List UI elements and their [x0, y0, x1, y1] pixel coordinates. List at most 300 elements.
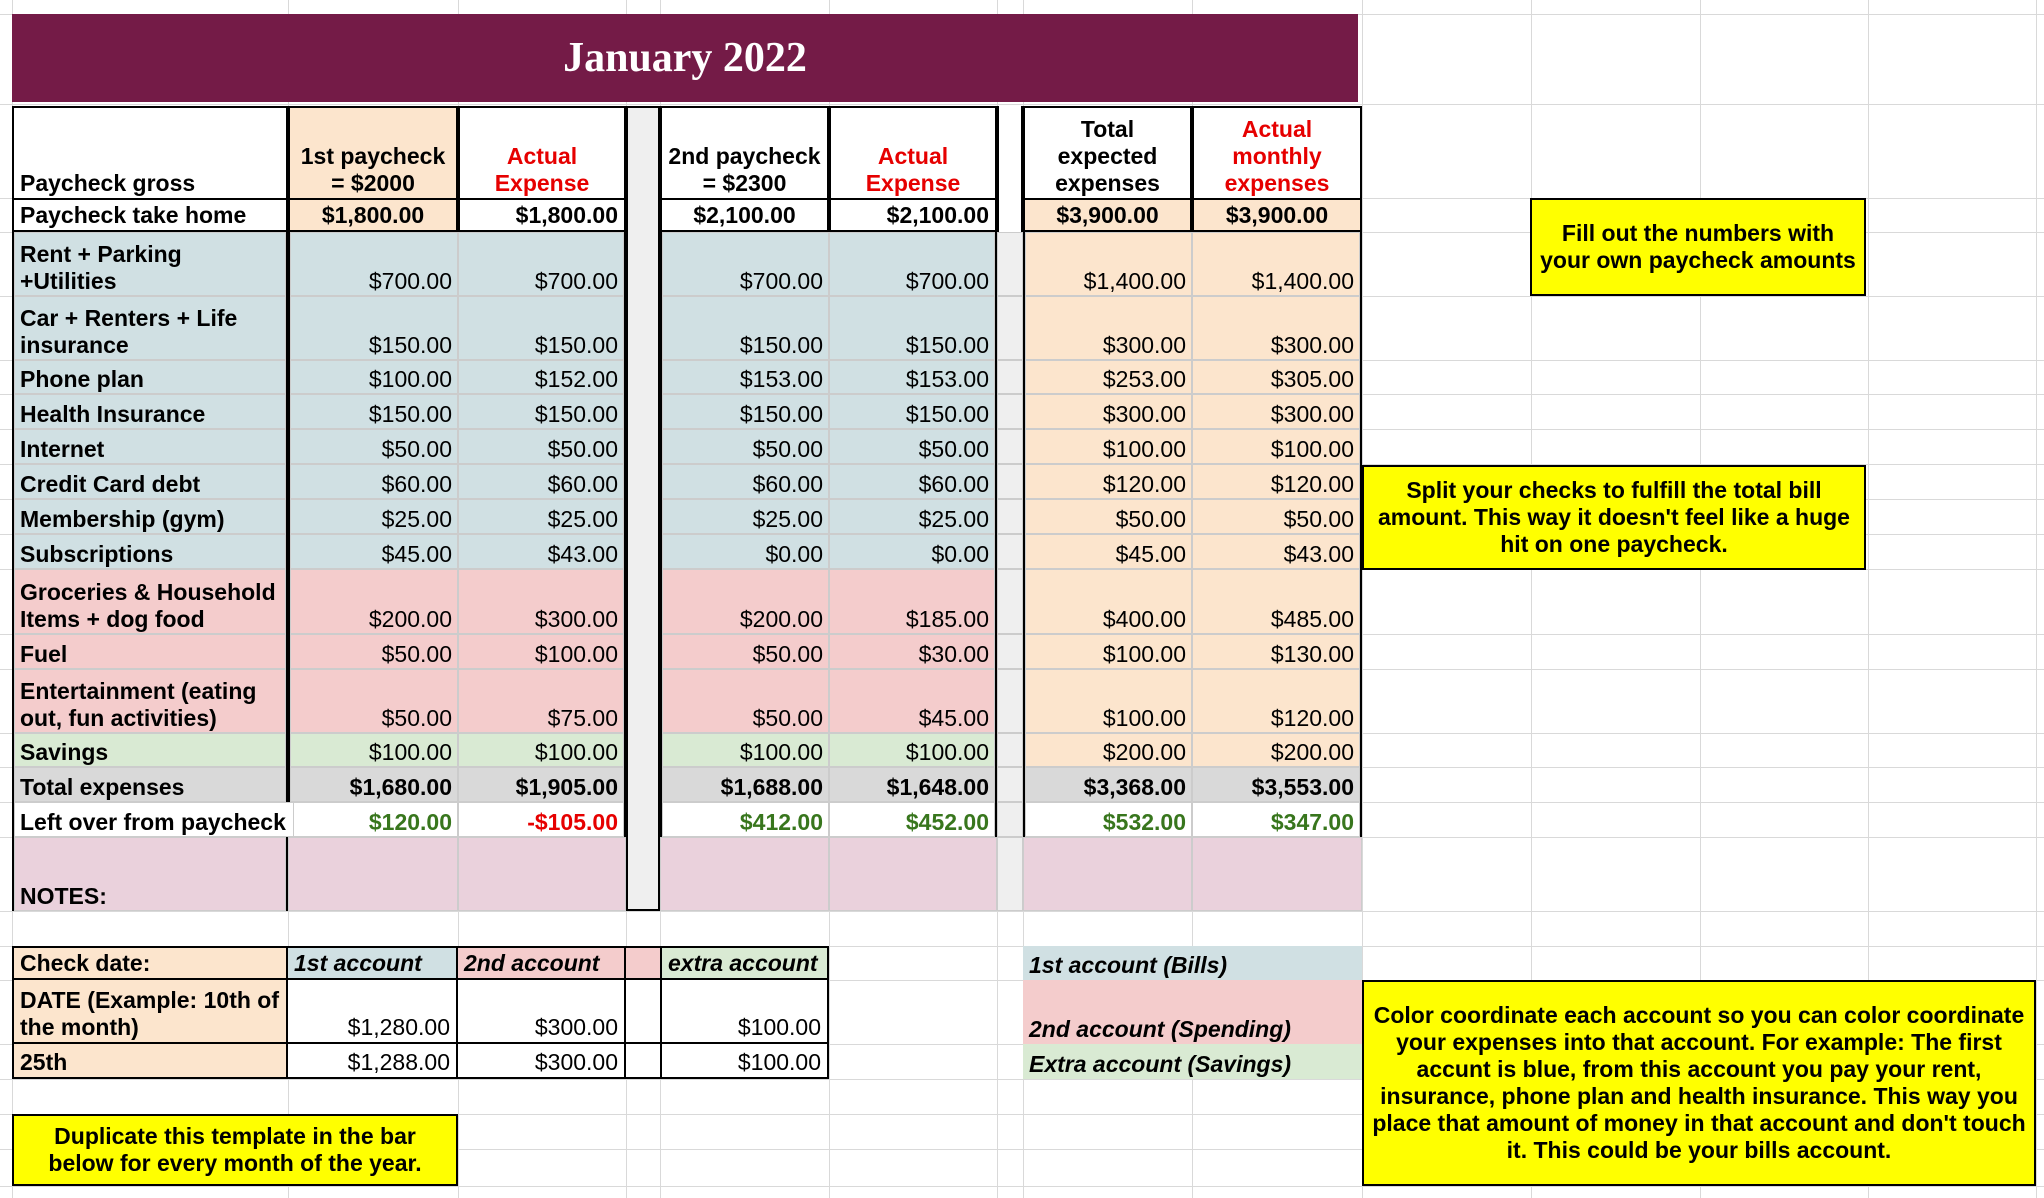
expense-value[interactable] — [288, 394, 458, 429]
left-over-value-text: $412.00 — [739, 809, 823, 835]
expense-label[interactable] — [12, 634, 288, 669]
note-color-coordinate: Color coordinate each account so you can color coordinate your expenses into that account. For example: The first accunt is blue, from this account you pay your rent, insurance, phone plan and health insurance. This way you place that amount of money in that account and don't touch it. This could be your bills account. — [1362, 980, 2036, 1186]
left-over-value-text: $532.00 — [1102, 809, 1186, 835]
header-2nd-paycheck[interactable] — [660, 106, 829, 198]
header-2nd-paycheck-text: 2nd paycheck = $2300 — [668, 143, 821, 196]
expense-label[interactable] — [12, 669, 288, 733]
expense-value-text: $200.00 — [1102, 739, 1186, 765]
expense-value[interactable] — [1023, 394, 1192, 429]
expense-label-text: Entertainment (eating out, fun activities) — [20, 678, 257, 731]
total-expense-value-text: $3,553.00 — [1251, 774, 1354, 800]
expense-value[interactable] — [1023, 429, 1192, 464]
expense-value-text: $200.00 — [368, 606, 452, 632]
expense-value[interactable] — [1192, 669, 1362, 733]
spacer-cell[interactable] — [626, 802, 660, 837]
expense-value-text: $150.00 — [905, 332, 989, 358]
expense-value-text: $100.00 — [1102, 705, 1186, 731]
expense-value[interactable] — [288, 464, 458, 499]
notes-label[interactable] — [12, 837, 288, 911]
spacer-cell[interactable] — [997, 360, 1023, 394]
total-expense-value[interactable] — [829, 767, 997, 802]
take-home-value-text: $1,800.00 — [515, 202, 618, 228]
expense-label-text: Subscriptions — [20, 541, 174, 567]
header-actual-monthly[interactable] — [1192, 106, 1362, 198]
expense-value-text: $150.00 — [368, 332, 452, 358]
spacer-cell[interactable] — [626, 669, 660, 733]
expense-value[interactable] — [829, 394, 997, 429]
expense-value-text: $100.00 — [1270, 436, 1354, 462]
expense-value[interactable] — [288, 429, 458, 464]
spacer-cell[interactable] — [997, 429, 1023, 464]
expense-value[interactable] — [660, 360, 829, 394]
check-date-row-label-text: 25th — [20, 1049, 68, 1075]
expense-value[interactable] — [1192, 634, 1362, 669]
expense-value-text: $253.00 — [1102, 366, 1186, 392]
total-expense-value[interactable] — [288, 767, 458, 802]
take-home-value-text: $2,100.00 — [886, 202, 989, 228]
header-1st-paycheck[interactable] — [288, 106, 458, 198]
expense-label[interactable] — [12, 232, 288, 296]
expense-value-text: $25.00 — [381, 506, 452, 532]
spacer-cell[interactable] — [997, 767, 1023, 802]
expense-value-text: $50.00 — [1283, 506, 1354, 532]
expense-value[interactable] — [829, 534, 997, 569]
spacer-cell[interactable] — [626, 429, 660, 464]
expense-value-text: $150.00 — [739, 401, 823, 427]
expense-value[interactable] — [458, 534, 626, 569]
expense-value[interactable] — [829, 733, 997, 767]
expense-label[interactable] — [12, 569, 288, 634]
expense-value[interactable] — [458, 634, 626, 669]
notes-cell[interactable] — [1192, 837, 1362, 911]
expense-value[interactable] — [1192, 569, 1362, 634]
expense-value[interactable] — [1023, 232, 1192, 296]
expense-value-text: $200.00 — [739, 606, 823, 632]
expense-value[interactable] — [1192, 534, 1362, 569]
left-over-value[interactable] — [660, 802, 829, 837]
legend-bills[interactable] — [1023, 946, 1362, 980]
expense-value[interactable] — [1192, 733, 1362, 767]
expense-value[interactable] — [458, 394, 626, 429]
expense-value-text: $60.00 — [752, 471, 823, 497]
note-split-checks: Split your checks to fulfill the total bill amount. This way it doesn't feel like a huge hit on one paycheck. — [1362, 465, 1866, 570]
spacer-cell[interactable] — [626, 733, 660, 767]
total-expense-value[interactable] — [1023, 767, 1192, 802]
expense-value-text: $700.00 — [739, 268, 823, 294]
account-2-amount[interactable] — [458, 1044, 626, 1079]
expense-value-text: $152.00 — [534, 366, 618, 392]
spacer-cell[interactable] — [626, 360, 660, 394]
expense-label-text: Car + Renters + Life insurance — [20, 305, 238, 358]
expense-value[interactable] — [458, 669, 626, 733]
note-fill-out: Fill out the numbers with your own paycheck amounts — [1530, 198, 1866, 296]
account-1-amount[interactable] — [288, 980, 458, 1044]
expense-value[interactable] — [829, 499, 997, 534]
take-home-value-text: $1,800.00 — [321, 202, 425, 228]
expense-value-text: $305.00 — [1270, 366, 1354, 392]
expense-value-text: $0.00 — [765, 541, 823, 567]
check-date-row-label-text: DATE (Example: 10th of the month) — [20, 987, 279, 1040]
take-home-value[interactable] — [1023, 198, 1192, 232]
expense-value-text: $50.00 — [381, 705, 452, 731]
extra-account-amount[interactable] — [660, 980, 829, 1044]
legend-savings[interactable] — [1023, 1044, 1362, 1079]
check-date-label-text: Check date: — [20, 950, 151, 976]
expense-value-text: $43.00 — [1283, 541, 1354, 567]
header-1st-paycheck-text: 1st paycheck = $2000 — [300, 143, 446, 196]
spacer-cell[interactable] — [626, 980, 660, 1044]
expense-value-text: $300.00 — [534, 606, 618, 632]
expense-value-text: $100.00 — [1102, 436, 1186, 462]
check-date-row-label[interactable] — [12, 980, 288, 1044]
expense-value[interactable] — [458, 733, 626, 767]
expense-value-text: $45.00 — [918, 705, 989, 731]
extra-account-amount-text: $100.00 — [737, 1049, 821, 1075]
expense-value[interactable] — [1023, 464, 1192, 499]
expense-value-text: $60.00 — [381, 471, 452, 497]
expense-value[interactable] — [288, 499, 458, 534]
spacer-cell[interactable] — [626, 569, 660, 634]
spacer-cell[interactable] — [997, 802, 1023, 837]
expense-value[interactable] — [1192, 360, 1362, 394]
expense-label-text: Health Insurance — [20, 401, 206, 427]
account-1-amount-text: $1,280.00 — [347, 1014, 450, 1040]
note-duplicate-template: Duplicate this template in the bar below for every month of the year. — [12, 1114, 458, 1186]
expense-value-text: $700.00 — [905, 268, 989, 294]
expense-value[interactable] — [1023, 296, 1192, 360]
expense-label[interactable] — [12, 360, 288, 394]
notes-cell[interactable] — [660, 837, 829, 911]
header-actual-expense-1-text: Actual Expense — [494, 143, 590, 196]
header-actual-expense-1[interactable] — [458, 106, 626, 198]
expense-value-text: $45.00 — [381, 541, 452, 567]
expense-label[interactable] — [12, 499, 288, 534]
spacer-cell[interactable] — [626, 296, 660, 360]
spacer-cell[interactable] — [997, 634, 1023, 669]
spacer-cell[interactable] — [997, 669, 1023, 733]
expense-value[interactable] — [458, 360, 626, 394]
spacer-cell[interactable] — [626, 837, 660, 911]
notes-cell[interactable] — [1023, 837, 1192, 911]
expense-value-text: $150.00 — [905, 401, 989, 427]
row-label-left-over[interactable] — [12, 802, 294, 837]
total-expense-value-text: $1,688.00 — [720, 774, 823, 800]
header-spacer[interactable] — [626, 106, 660, 198]
left-over-value[interactable] — [288, 802, 458, 837]
expense-label-text: Fuel — [20, 641, 68, 667]
expense-label[interactable] — [12, 296, 288, 360]
expense-value[interactable] — [288, 569, 458, 634]
expense-value[interactable] — [829, 669, 997, 733]
spacer-cell[interactable] — [997, 733, 1023, 767]
legend-spending[interactable] — [1023, 980, 1362, 1044]
expense-value-text: $700.00 — [534, 268, 618, 294]
expense-value-text: $50.00 — [1115, 506, 1186, 532]
gridline-horizontal — [0, 104, 2044, 105]
expense-value-text: $300.00 — [1102, 332, 1186, 358]
expense-label[interactable] — [12, 464, 288, 499]
account-2-amount-text: $300.00 — [534, 1014, 618, 1040]
expense-value[interactable] — [660, 296, 829, 360]
spacer-cell[interactable] — [626, 634, 660, 669]
expense-value-text: $75.00 — [547, 705, 618, 731]
take-home-value[interactable] — [660, 198, 829, 232]
spacer-cell[interactable] — [997, 296, 1023, 360]
row-label-total-expenses-text: Total expenses — [20, 774, 185, 800]
expense-value[interactable] — [458, 296, 626, 360]
expense-value[interactable] — [288, 669, 458, 733]
expense-value[interactable] — [1023, 733, 1192, 767]
spacer-cell[interactable] — [626, 767, 660, 802]
legend-bills-text: 1st account (Bills) — [1029, 952, 1228, 978]
account-1-header[interactable] — [288, 946, 458, 980]
month-title: January 2022 — [12, 14, 1358, 102]
expense-value[interactable] — [1023, 569, 1192, 634]
expense-value[interactable] — [1023, 499, 1192, 534]
expense-value-text: $150.00 — [739, 332, 823, 358]
expense-value[interactable] — [1192, 394, 1362, 429]
expense-label[interactable] — [12, 733, 288, 767]
expense-value[interactable] — [288, 232, 458, 296]
expense-value[interactable] — [829, 232, 997, 296]
expense-value-text: $43.00 — [547, 541, 618, 567]
expense-value-text: $120.00 — [1102, 471, 1186, 497]
account-1-header-text: 1st account — [294, 950, 422, 976]
expense-value[interactable] — [458, 499, 626, 534]
expense-value-text: $153.00 — [739, 366, 823, 392]
expense-value-text: $25.00 — [752, 506, 823, 532]
expense-value-text: $485.00 — [1270, 606, 1354, 632]
expense-value-text: $50.00 — [381, 641, 452, 667]
spacer-cell[interactable] — [626, 946, 660, 980]
spacer-cell[interactable] — [997, 837, 1023, 911]
expense-value-text: $100.00 — [905, 739, 989, 765]
left-over-value-text: -$105.00 — [527, 809, 618, 835]
expense-value[interactable] — [1192, 499, 1362, 534]
account-1-amount-text: $1,288.00 — [347, 1049, 450, 1075]
expense-value-text: $50.00 — [918, 436, 989, 462]
expense-value-text: $185.00 — [905, 606, 989, 632]
account-2-amount[interactable] — [458, 980, 626, 1044]
expense-label[interactable] — [12, 429, 288, 464]
extra-account-amount-text: $100.00 — [737, 1014, 821, 1040]
spacer-cell[interactable] — [626, 534, 660, 569]
expense-value[interactable] — [288, 534, 458, 569]
extra-account-header[interactable] — [660, 946, 829, 980]
row-label-take-home-text: Paycheck take home — [20, 202, 247, 228]
expense-value[interactable] — [458, 232, 626, 296]
expense-value-text: $25.00 — [918, 506, 989, 532]
extra-account-header-text: extra account — [668, 950, 818, 976]
notes-cell[interactable] — [458, 837, 626, 911]
expense-value[interactable] — [829, 569, 997, 634]
expense-value-text: $150.00 — [534, 332, 618, 358]
header-total-expected[interactable] — [1023, 106, 1192, 198]
expense-value[interactable] — [458, 464, 626, 499]
expense-value[interactable] — [660, 569, 829, 634]
header-actual-monthly-text: Actual monthly expenses — [1224, 116, 1330, 196]
expense-value[interactable] — [288, 634, 458, 669]
expense-value[interactable] — [288, 296, 458, 360]
spacer-cell[interactable] — [626, 1044, 660, 1079]
expense-value-text: $300.00 — [1270, 401, 1354, 427]
total-expense-value-text: $1,648.00 — [886, 774, 989, 800]
account-2-header[interactable] — [458, 946, 626, 980]
gridline-vertical — [2036, 0, 2037, 1198]
expense-value-text: $100.00 — [534, 739, 618, 765]
expense-value[interactable] — [288, 733, 458, 767]
legend-savings-text: Extra account (Savings) — [1029, 1051, 1292, 1077]
expense-value[interactable] — [1192, 464, 1362, 499]
expense-label-text: Internet — [20, 436, 105, 462]
expense-label[interactable] — [12, 534, 288, 569]
left-over-value[interactable] — [829, 802, 997, 837]
spacer-cell[interactable] — [626, 499, 660, 534]
check-date-label[interactable] — [12, 946, 288, 980]
notes-cell[interactable] — [829, 837, 997, 911]
expense-value-text: $1,400.00 — [1083, 268, 1186, 294]
expense-value[interactable] — [660, 232, 829, 296]
take-home-value-text: $3,900.00 — [1056, 202, 1159, 228]
expense-value[interactable] — [660, 733, 829, 767]
check-date-row-label[interactable] — [12, 1044, 288, 1079]
account-1-amount[interactable] — [288, 1044, 458, 1079]
gridline-horizontal — [0, 911, 2044, 912]
left-over-value[interactable] — [1192, 802, 1362, 837]
notes-cell[interactable] — [288, 837, 458, 911]
expense-value[interactable] — [1192, 232, 1362, 296]
take-home-value[interactable] — [458, 198, 626, 232]
expense-value-text: $60.00 — [547, 471, 618, 497]
expense-value-text: $130.00 — [1270, 641, 1354, 667]
spacer-cell[interactable] — [626, 394, 660, 429]
expense-value-text: $45.00 — [1115, 541, 1186, 567]
expense-value[interactable] — [660, 669, 829, 733]
expense-value[interactable] — [660, 394, 829, 429]
expense-label-text: Phone plan — [20, 366, 144, 392]
extra-account-amount[interactable] — [660, 1044, 829, 1079]
expense-value-text: $30.00 — [918, 641, 989, 667]
gridline-horizontal — [0, 1186, 2044, 1187]
spacer-cell[interactable] — [997, 394, 1023, 429]
row-label-total-expenses[interactable] — [12, 767, 288, 802]
expense-value-text: $200.00 — [1270, 739, 1354, 765]
expense-value-text: $60.00 — [918, 471, 989, 497]
left-over-value-text: $120.00 — [368, 809, 452, 835]
expense-value[interactable] — [1023, 360, 1192, 394]
expense-value[interactable] — [288, 360, 458, 394]
expense-value[interactable] — [458, 569, 626, 634]
left-over-value[interactable] — [1023, 802, 1192, 837]
header-paycheck-gross[interactable] — [12, 106, 288, 198]
expense-value-text: $150.00 — [534, 401, 618, 427]
expense-value-text: $150.00 — [368, 401, 452, 427]
take-home-value-text: $2,100.00 — [693, 202, 796, 228]
header-spacer-2[interactable] — [997, 106, 1023, 198]
expense-value-text: $0.00 — [931, 541, 989, 567]
spacer-cell[interactable] — [997, 569, 1023, 634]
take-home-value[interactable] — [829, 198, 997, 232]
expense-value[interactable] — [1192, 429, 1362, 464]
expense-value-text: $100.00 — [368, 739, 452, 765]
expense-value-text: $50.00 — [752, 436, 823, 462]
row-label-take-home[interactable] — [12, 198, 288, 232]
total-expense-value[interactable] — [458, 767, 626, 802]
spacer-cell[interactable] — [997, 232, 1023, 296]
expense-value-text: $50.00 — [752, 641, 823, 667]
spacer-cell[interactable] — [997, 464, 1023, 499]
expense-value-text: $120.00 — [1270, 705, 1354, 731]
expense-value[interactable] — [829, 464, 997, 499]
total-expense-value-text: $3,368.00 — [1083, 774, 1186, 800]
expense-label-text: Savings — [20, 739, 109, 765]
left-over-value-text: $452.00 — [905, 809, 989, 835]
expense-value[interactable] — [1023, 634, 1192, 669]
spacer-cell[interactable] — [997, 499, 1023, 534]
expense-value-text: $100.00 — [534, 641, 618, 667]
expense-label[interactable] — [12, 394, 288, 429]
expense-value[interactable] — [829, 634, 997, 669]
spacer-cell[interactable] — [626, 464, 660, 499]
left-over-value[interactable] — [458, 802, 626, 837]
expense-value[interactable] — [660, 429, 829, 464]
header-paycheck-gross-text: Paycheck gross — [20, 170, 196, 196]
expense-value[interactable] — [1023, 534, 1192, 569]
header-actual-expense-2-text: Actual Expense — [865, 143, 961, 196]
expense-value[interactable] — [660, 499, 829, 534]
spacer-cell[interactable] — [626, 232, 660, 296]
expense-value-text: $100.00 — [368, 366, 452, 392]
expense-value[interactable] — [829, 296, 997, 360]
expense-value-text: $153.00 — [905, 366, 989, 392]
expense-value[interactable] — [829, 360, 997, 394]
left-over-value-text: $347.00 — [1270, 809, 1354, 835]
account-2-header-text: 2nd account — [464, 950, 600, 976]
expense-value[interactable] — [660, 464, 829, 499]
expense-label-text: Rent + Parking +Utilities — [20, 241, 182, 294]
expense-value-text: $700.00 — [368, 268, 452, 294]
notes-label-text: NOTES: — [20, 883, 107, 909]
expense-value-text: $25.00 — [547, 506, 618, 532]
take-home-value[interactable] — [1192, 198, 1362, 232]
spacer-cell[interactable] — [997, 198, 1023, 232]
spacer-cell[interactable] — [626, 198, 660, 232]
expense-value-text: $300.00 — [1102, 401, 1186, 427]
take-home-value[interactable] — [288, 198, 458, 232]
expense-value[interactable] — [829, 429, 997, 464]
expense-label-text: Membership (gym) — [20, 506, 225, 532]
expense-value-text: $100.00 — [1102, 641, 1186, 667]
expense-value[interactable] — [1192, 296, 1362, 360]
row-label-left-over-text: Left over from paycheck — [20, 809, 286, 835]
spacer-cell[interactable] — [997, 534, 1023, 569]
expense-value-text: $400.00 — [1102, 606, 1186, 632]
header-actual-expense-2[interactable] — [829, 106, 997, 198]
total-expense-value[interactable] — [660, 767, 829, 802]
take-home-value-text: $3,900.00 — [1225, 202, 1329, 228]
expense-value[interactable] — [1023, 669, 1192, 733]
total-expense-value-text: $1,905.00 — [515, 774, 618, 800]
expense-value-text: $50.00 — [547, 436, 618, 462]
expense-value[interactable] — [458, 429, 626, 464]
expense-value[interactable] — [660, 634, 829, 669]
expense-value[interactable] — [660, 534, 829, 569]
total-expense-value[interactable] — [1192, 767, 1362, 802]
expense-value-text: $1,400.00 — [1251, 268, 1354, 294]
expense-value-text: $100.00 — [739, 739, 823, 765]
legend-spending-text: 2nd account (Spending) — [1029, 1016, 1291, 1042]
header-total-expected-text: Total expected expenses — [1055, 116, 1160, 196]
